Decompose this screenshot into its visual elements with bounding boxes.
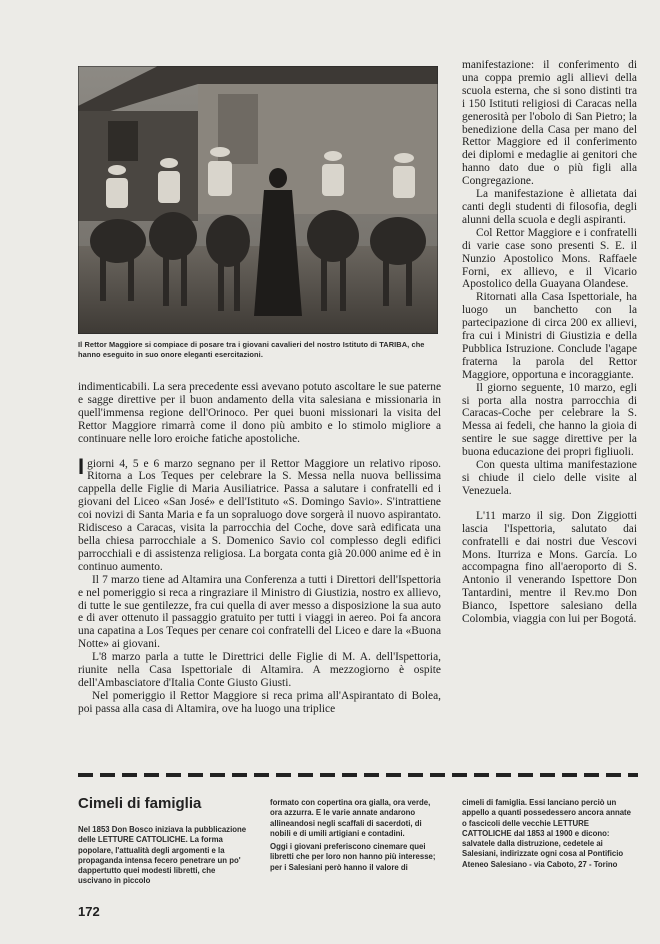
left-paragraph-2-text: giorni 4, 5 e 6 marzo segnano per il Rettor Maggiore un relativo riposo. Ritorna a Los Teques per celebrare la S. Messa nella nuova bellissima cappella delle Figlie di Maria Ausiliatrice. Passa a salutare i confratelli ed i giovani del Liceo «San José» e dell'Istituto «S. Domingo Savio». S'intrattiene coi novizi di Santa Maria e fa un sopraluogo dove sorgerà il nuovo aspirantato. Ridisceso a Caracas, visita la parrocchia del Coche, dove sarà edificata una bella chiesa parrocchiale a S. Domenico Savio col complesso degli edifici parrocchiali e di assistenza religiosa. La borgata conta già 20.000 anime ed è in continuo aumento.: [78, 457, 441, 573]
left-paragraph-3: Il 7 marzo tiene ad Altamira una Conferenza a tutti i Direttori dell'Ispettoria e nel pomeriggio si reca a ringraziare il Ministro di Giustizia, nostro ex allievo, di tutte le sue gentilezze, fra cui quella di aver messo a disposizione la sua auto e di aver ottenuto il passaggio gratuito per tutti i viaggi in aereo. Poi fa ancora una capatina a Los Teques per cenare coi confratelli del Liceo e dare la «Buona Notte» ai giovani.: [78, 573, 441, 651]
box-column-3: [462, 798, 637, 873]
right-paragraph-2: La manifestazione è allietata dai canti degli studenti di filosofia, degli alunni della scuola e degli aspiranti.: [462, 188, 637, 226]
right-paragraph-6: Con questa ultima manifestazione si chiude il cielo delle visite al Venezuela.: [462, 459, 637, 497]
photo-rector-with-horsemen: [78, 66, 438, 334]
box-text-2b: Oggi i giovani preferiscono cinemare quei libretti che per loro non hanno più interesse; per i Salesiani però hanno il valore di: [270, 842, 436, 872]
box-column-2: [270, 798, 444, 876]
right-paragraph-3: Col Rettor Maggiore e i confratelli di varie case sono presenti S. E. il Nunzio Apostolico Mons. Raffaele Forni, ex allievo, e il Vicario Apostolico della Guayana Olandese.: [462, 226, 637, 291]
section-divider: [78, 773, 638, 777]
page-number: 172: [78, 904, 100, 919]
box-column-1: [78, 825, 251, 890]
box-text-3: cimeli di famiglia. Essi lanciano perciò un appello a quanti possedessero ancora annate o fascicoli delle vecchie LETTURE CATTOLICHE dal 1853 al 1900 e dicono: salvatele dalla distruzione, cedetele ai Salesiani, indirizzate ogni cosa al Pontificio Ateneo Salesiano - via Caboto, 27 - Torino: [462, 798, 631, 869]
right-column: [462, 59, 637, 626]
left-paragraph-2: [78, 453, 441, 574]
photo-image: [78, 66, 438, 334]
right-paragraph-4: Ritornati alla Casa Ispettoriale, ha luogo un banchetto con la partecipazione di circa 200 ex allievi, fra cui i Ministri di Giustizia e della Pubblica Istruzione. Conclude l'agape fraterna la parola del Rettor Maggiore, opportuna e incoraggiante.: [462, 291, 637, 381]
left-paragraph-4: L'8 marzo parla a tutte le Direttrici delle Figlie di M. A. dell'Ispettoria, riunite nella Casa Ispettoriale di Altamira. A mezzogiorno è ospite dell'Ambasciatore d'Italia Conte Giusto Giusti.: [78, 651, 441, 689]
drop-cap: I: [78, 453, 85, 479]
box-title: Cimeli di famiglia: [78, 795, 202, 812]
left-paragraph-1: indimenticabili. La sera precedente essi avevano potuto ascoltare le sue paterne e sagge direttive per il buon andamento della vita salesiana e missionaria in quell'immensa regione dell'Orinoco. Per quei buoni missionari la visita del Rettor Maggiore rimarrà come il dono più ambito e lo stimolo migliore a continuare nelle loro eroiche fatiche apostoliche.: [78, 381, 441, 445]
right-paragraph-7: L'11 marzo il sig. Don Ziggiotti lascia l'Ispettoria, salutato dai confratelli e dai nostri due Vescovi Mons. Iturriza e Mons. García. Lo accompagna fino all'aeroporto di S. Antonio il venerando Ispettore Don Tantardini, mentre il Rev.mo Don Bianco, Ispettore salesiano della Colombia, viaggia con lui per Bogotá.: [462, 509, 637, 626]
photo-caption: Il Rettor Maggiore si compiace di posare tra i giovani cavalieri del nostro Istituto di TARIBA, che hanno eseguito in suo onore eleganti esercitazioni.: [78, 340, 425, 359]
box-text-2a: formato con copertina ora gialla, ora verde, ora azzurra. E le varie annate andarono allineandosi negli scaffali di sacerdoti, di nobili e di umili artigiani e contadini.: [270, 798, 431, 838]
left-paragraph-5: Nel pomeriggio il Rettor Maggiore si reca prima all'Aspirantato di Bolea, poi passa alla casa di Altamira, ove ha luogo una triplice: [78, 689, 441, 715]
right-paragraph-5: Il giorno seguente, 10 marzo, egli si porta alla nostra parrocchia di Caracas-Coche per celebrare la S. Messa ai fedeli, che hanno la gioia di sentire le sue sagge direttive per la buona educazione dei propri figliuoli.: [462, 381, 637, 459]
box-text-1: Nel 1853 Don Bosco iniziava la pubblicazione delle LETTURE CATTOLICHE. La forma popolare, l'attualità degli argomenti e la propaganda intensa fecero penetrare un po' dappertutto quei modesti libretti, che uscivano in piccolo: [78, 825, 247, 886]
left-column: [78, 381, 441, 716]
right-paragraph-1: manifestazione: il conferimento di una coppa premio agli allievi della scuola esterna, che si sono distinti tra i 150 Istituti religiosi di Caracas nella generosità per l'obolo di San Pietro; la benedizione della Casa per mano del Rettor Maggiore ed il conferimento dei diplomi e medaglie ai genitori che hanno dato due o più figli alla Congregazione.: [462, 59, 637, 188]
